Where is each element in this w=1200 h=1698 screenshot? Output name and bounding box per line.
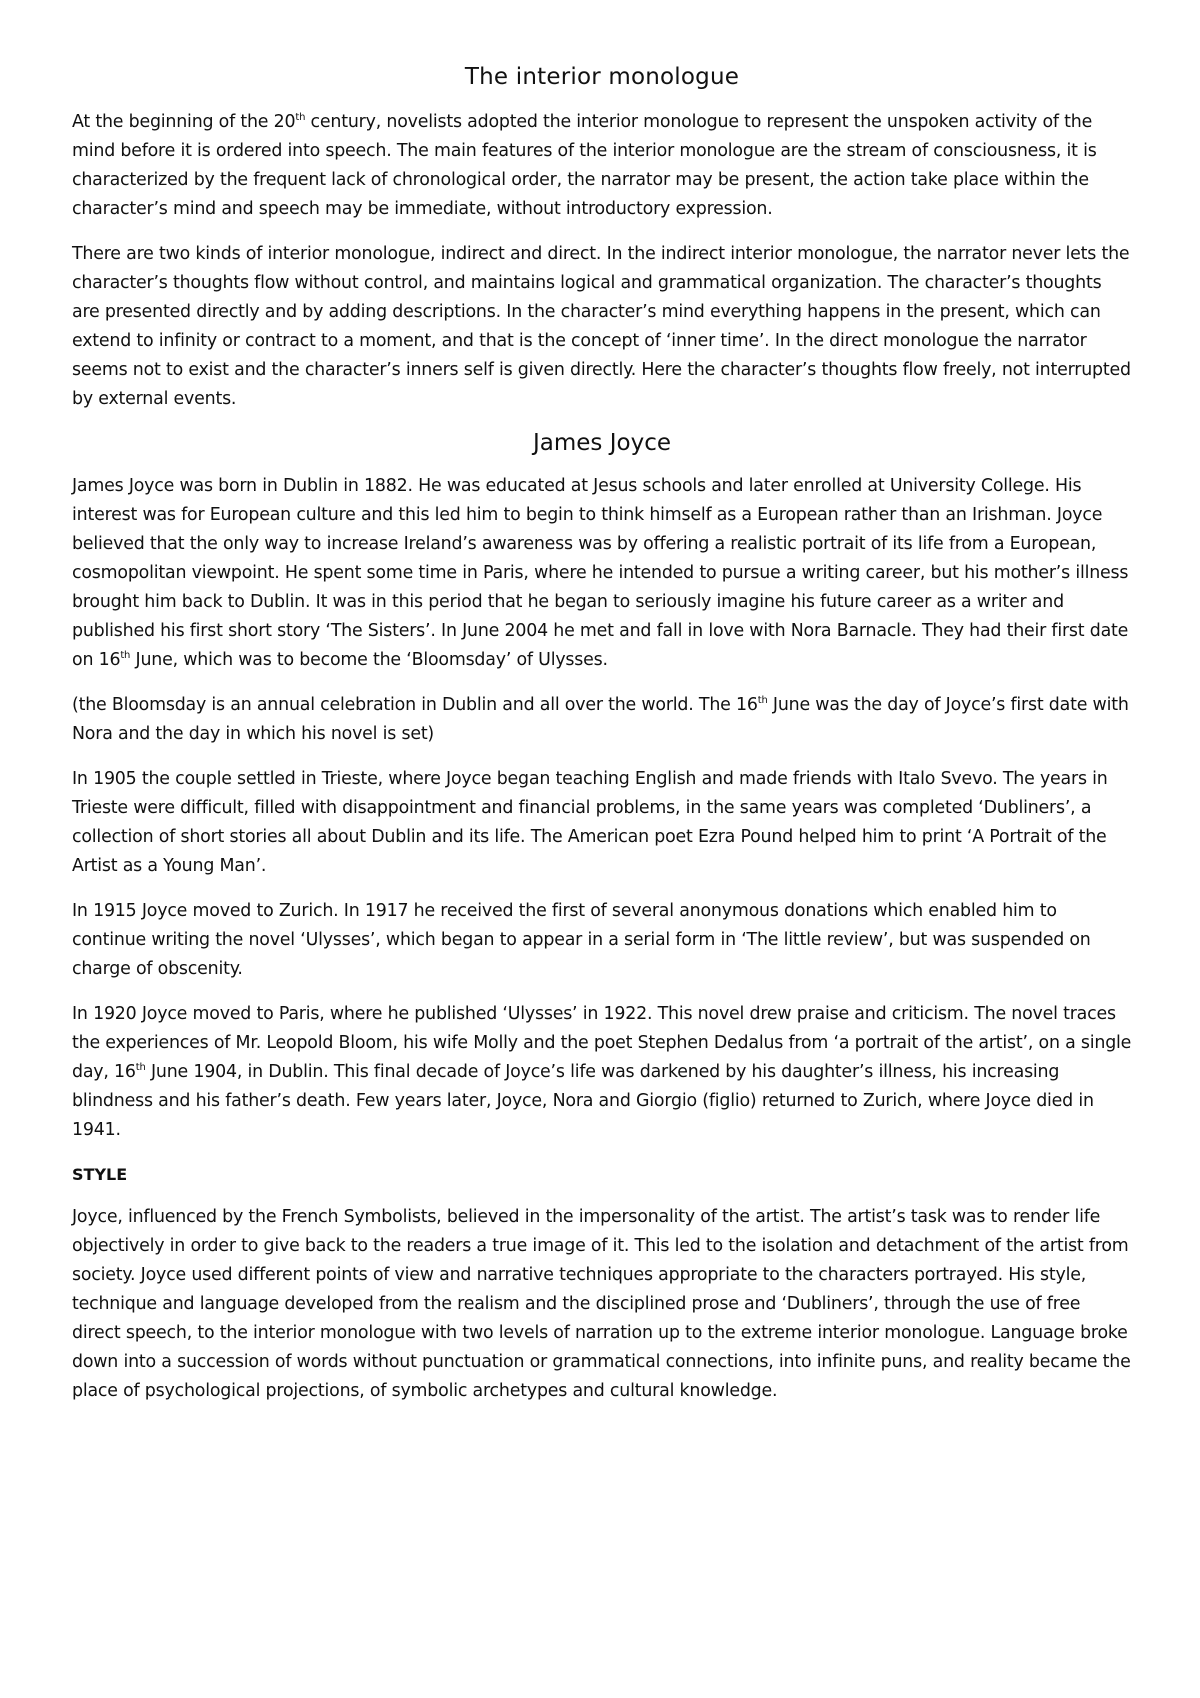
section-heading-style: STYLE: [72, 1165, 128, 1184]
document-page: [72, 64, 1132, 1422]
joyce-paragraph-5: [72, 1000, 1132, 1145]
intro-paragraph-1-text-a: At the beginning of the 20: [72, 112, 296, 132]
document-title: The interior monologue: [464, 64, 740, 90]
joyce-paragraph-2-text-a: (the Bloomsday is an annual celebration in Dublin and all over the world. The 16: [72, 695, 758, 715]
ordinal-suffix: th: [120, 650, 131, 662]
intro-paragraph-1: [72, 108, 1132, 224]
joyce-paragraph-1: [72, 472, 1132, 675]
joyce-paragraph-2-text-b: June was the day of Joyce’s first date with Nora and the day in which his novel is set): [72, 695, 1129, 744]
intro-paragraph-2: There are two kinds of interior monologue, indirect and direct. In the indirect interior monologue, the narrator never lets the character’s thoughts flow without control, and maintains logical and grammatical organization. The character’s thoughts are presented directly and by adding descriptions. In the character’s mind everything happens in the present, which can extend to infinity or contract to a moment, and that is the concept of ‘inner time’. In the direct monologue the narrator seems not to exist and the character’s inners self is given directly. Here the character’s thoughts flow freely, not interrupted by external events.: [72, 244, 1131, 409]
joyce-paragraph-3: In 1905 the couple settled in Trieste, where Joyce began teaching English and made friends with Italo Svevo. The years in Trieste were difficult, filled with disappointment and financial problems, in the same years was completed ‘Dubliners’, a collection of short stories all about Dublin and its life. The American poet Ezra Pound helped him to print ‘A Portrait of the Artist as a Young Man’.: [72, 769, 1108, 876]
joyce-paragraph-5-text-a: In 1920 Joyce moved to Paris, where he published ‘Ulysses’ in 1922. This novel drew praise and criticism. The novel traces the experiences of Mr. Leopold Bloom, his wife Molly and the poet Stephen Dedalus from ‘a portrait of the artist’, on a single day, 16: [72, 1004, 1132, 1082]
joyce-paragraph-1-text-a: James Joyce was born in Dublin in 1882. He was educated at Jesus schools and later enrolled at University College. His interest was for European culture and this led him to begin to think himself as a European rather than an Irishman. Joyce believed that the only way to increase Ireland’s awareness was by offering a realistic portrait of its life from a European, cosmopolitan viewpoint. He spent some time in Paris, where he intended to pursue a writing career, but his mother’s illness brought him back to Dublin. It was in this period that he began to seriously imagine his future career as a writer and published his first short story ‘The Sisters’. In June 2004 he met and fall in love with Nora Barnacle. They had their first date on 16: [72, 476, 1129, 670]
section-heading-james-joyce: James Joyce: [533, 430, 671, 456]
ordinal-suffix: th: [295, 112, 306, 124]
joyce-paragraph-2: [72, 691, 1132, 749]
ordinal-suffix: th: [757, 695, 768, 707]
intro-paragraph-1-text-b: century, novelists adopted the interior monologue to represent the unspoken activity of the mind before it is ordered into speech. The main features of the interior monologue are the stream of consciousness, it is characterized by the frequent lack of chronological order, the narrator may be present, the action take place within the character’s mind and speech may be immediate, without introductory expression.: [72, 112, 1097, 219]
joyce-paragraph-4: In 1915 Joyce moved to Zurich. In 1917 he received the first of several anonymous donations which enabled him to continue writing the novel ‘Ulysses’, which began to appear in a serial form in ‘The little review’, but was suspended on charge of obscenity.: [72, 901, 1091, 979]
style-paragraph-1: Joyce, influenced by the French Symbolists, believed in the impersonality of the artist. The artist’s task was to render life objectively in order to give back to the readers a true image of it. This led to the isolation and detachment of the artist from society. Joyce used different points of view and narrative techniques appropriate to the characters portrayed. His style, technique and language developed from the realism and the disciplined prose and ‘Dubliners’, through the use of free direct speech, to the interior monologue with two levels of narration up to the extreme interior monologue. Language broke down into a succession of words without punctuation or grammatical connections, into infinite puns, and reality became the place of psychological projections, of symbolic archetypes and cultural knowledge.: [72, 1207, 1131, 1401]
joyce-paragraph-1-text-b: June, which was to become the ‘Bloomsday’ of Ulysses.: [130, 650, 608, 670]
ordinal-suffix: th: [135, 1062, 146, 1074]
joyce-paragraph-5-text-b: June 1904, in Dublin. This final decade of Joyce’s life was darkened by his daughter’s illness, his increasing blindness and his father’s death. Few years later, Joyce, Nora and Giorgio (figlio) returned to Zurich, where Joyce died in 1941.: [72, 1062, 1094, 1140]
